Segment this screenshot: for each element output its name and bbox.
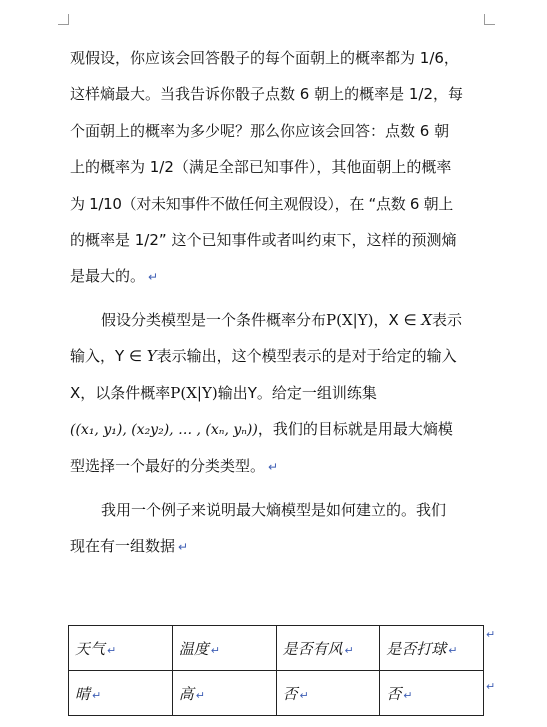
text-line xyxy=(70,411,480,448)
math-symbol: Y xyxy=(146,347,157,366)
math-expr: ((x₁, y₁), (x₂y₂), … , (xₙ, yₙ)) xyxy=(70,422,258,439)
table-cell: 是否有风 ↵ xyxy=(276,626,380,671)
table-row xyxy=(69,671,484,716)
cell-mark: ↵ xyxy=(344,643,354,657)
text-line xyxy=(70,338,480,374)
text-run: 表示输出，这个模型表示的是对于给定的输入 xyxy=(156,347,457,366)
text-line: 的概率是 1/2” 这个已知事件或者叫约束下，这样的预测熵 xyxy=(70,231,457,250)
text-run: 输出Y。给定一组训练集 xyxy=(217,383,377,402)
table-cell: 否 ↵ xyxy=(380,671,484,716)
text-line xyxy=(70,448,480,485)
cell-mark: ↵ xyxy=(107,643,117,657)
text-line xyxy=(70,528,480,565)
cell-mark: ↵ xyxy=(299,688,309,702)
table-header-row xyxy=(69,626,484,671)
text-line xyxy=(70,375,480,411)
text-run: 型选择一个最好的分类类型。 xyxy=(70,457,266,476)
table-cell: 晴 ↵ xyxy=(69,671,173,716)
math-expr: P(X|Y) xyxy=(326,310,374,329)
margin-corner-top-right xyxy=(484,14,495,25)
text-line xyxy=(70,302,480,338)
math-expr: P(X|Y) xyxy=(170,383,218,402)
text-line: 上的概率为 1/2（满足全部已知事件），其他面朝上的概率 xyxy=(70,158,452,177)
text-line: 个面朝上的概率为多少呢？那么你应该会回答：点数 6 朝 xyxy=(70,121,450,140)
text-run: X，以条件概率 xyxy=(70,383,171,402)
cell-mark: ↵ xyxy=(92,688,102,702)
data-table xyxy=(68,625,484,716)
text-run: 表示 xyxy=(432,310,463,329)
row-end-mark: ↵ xyxy=(486,680,496,693)
paragraph-mark: ↵ xyxy=(178,540,189,555)
text-run: 现在有一组数据 xyxy=(70,537,176,556)
table-cell: 否 ↵ xyxy=(276,671,380,716)
paragraph-1 xyxy=(70,40,480,296)
text-run: ，我们的目标就是用最大熵模 xyxy=(257,420,453,439)
paragraph-2 xyxy=(70,302,480,486)
paragraph-3 xyxy=(70,492,480,566)
table-cell: 温度 ↵ xyxy=(172,626,276,671)
text-run: ，X ∈ xyxy=(373,310,422,329)
table-cell: 高 ↵ xyxy=(172,671,276,716)
cell-mark: ↵ xyxy=(195,688,205,702)
document-body xyxy=(70,40,480,566)
margin-corner-top-left xyxy=(58,14,69,25)
math-symbol: X xyxy=(421,310,433,329)
row-end-mark: ↵ xyxy=(486,628,496,641)
cell-mark: ↵ xyxy=(448,643,458,657)
paragraph-mark: ↵ xyxy=(148,270,159,285)
text-run: 假设分类模型是一个条件概率分布 xyxy=(101,310,327,329)
table-cell: 天气 ↵ xyxy=(69,626,173,671)
text-line xyxy=(70,258,480,295)
cell-mark: ↵ xyxy=(403,688,413,702)
text-run: 是最大的。 xyxy=(70,267,146,286)
text-line: 观假设，你应该会回答骰子的每个面朝上的概率都为 1/6， xyxy=(70,49,459,67)
text-run: 输入，Y ∈ xyxy=(70,347,147,366)
table-cell: 是否打球 ↵ xyxy=(380,626,484,671)
paragraph-mark: ↵ xyxy=(268,460,279,475)
text-line: 为 1/10（对未知事件不做任何主观假设），在 “点数 6 朝上 xyxy=(70,194,453,213)
cell-mark: ↵ xyxy=(210,643,220,657)
text-line: 这样熵最大。当我告诉你骰子点数 6 朝上的概率是 1/2，每 xyxy=(70,85,463,104)
text-line: 我用一个例子来说明最大熵模型是如何建立的。我们 xyxy=(101,500,447,519)
